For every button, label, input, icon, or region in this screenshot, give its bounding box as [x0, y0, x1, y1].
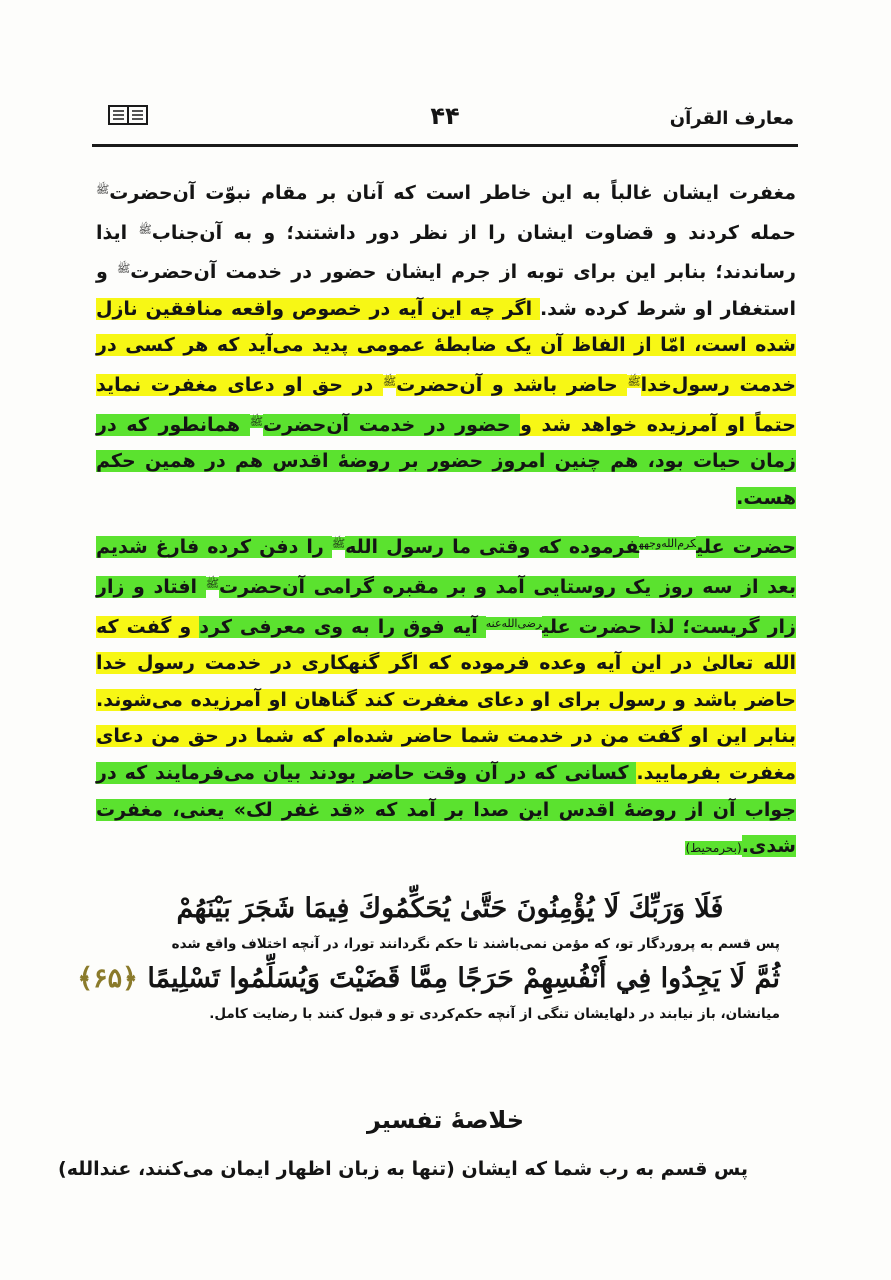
verse-line-2: ثُمَّ لَا يَجِدُوا فِي أَنْفُسِهِمْ حَرَجًا مِمَّا قَضَيْتَ وَيُسَلِّمُوا تَسْلِيمًا [147, 963, 780, 994]
quran-verse-block [77, 888, 780, 1028]
p1-highlight-green-2: همانطور که در زمان حیات بود، هم چنین امروز حضور بر روضهٔ اقدس هم در همین حکم هست. [96, 413, 796, 509]
p1-honorific-1: ﷺ [96, 183, 110, 196]
p2-honorific-2: ﷺ [331, 537, 346, 551]
p1-highlight-green-1: حضور در خدمت آن‌حضرت [263, 413, 521, 436]
p2-highlight-green-4: افتاد و زار زار گریست؛ لذا حضرت علی [96, 575, 796, 638]
p1-seg2: حمله کردند و قضاوت ایشان را از نظر دور داشتند؛ و به آن‌جناب [151, 221, 796, 244]
page-number: ۴۴ [430, 102, 460, 130]
p2-honorific-4: رضی‌الله‌عنه [485, 616, 543, 630]
p1-honorific-4: ﷺ [627, 374, 641, 388]
paragraph-1 [96, 172, 796, 516]
p2-highlight-green-1: حضرت علی [696, 536, 796, 559]
page-header [92, 96, 798, 148]
p1-highlight-yellow-3: در حق او دعای مغفرت نماید حتماً او آمرزیده خواهد شد و [96, 373, 796, 436]
verse-line-1: فَلَا وَرَبِّكَ لَا يُؤْمِنُونَ حَتَّىٰ يُحَكِّمُوكَ فِيمَا شَجَرَ بَيْنَهُمْ [176, 893, 724, 924]
p1-honorific-5: ﷺ [382, 374, 397, 388]
translation-line-2: میانشان، باز نیابند در دلهایشان تنگی از آنچه حکم‌کردی تو و قبول کنند با رضایت کامل. [209, 1006, 780, 1022]
header-divider [92, 144, 798, 147]
p1-highlight-yellow-2: حاضر باشد و آن‌حضرت [396, 373, 628, 396]
p2-highlight-green-5: آیه فوق را به وی معرفی کرد [199, 615, 486, 638]
summary-heading: خلاصهٔ تفسیر [366, 1106, 525, 1134]
p2-honorific-1: کرم‌الله‌وجهه [639, 537, 697, 551]
p1-seg3: ایذا رساندند؛ بنابر این برای توبه از جرم ایشان حضور در خدمت آن‌حضرت [96, 221, 796, 284]
p2-highlight-green-2: فرموده که وقتی ما رسول الله [345, 536, 639, 559]
p1-honorific-2: ﷺ [138, 222, 152, 236]
summary-text: پس قسم به رب شما که ایشان (تنها به زبان اظهار ایمان می‌کنند، عندالله) [58, 1158, 748, 1180]
p2-highlight-yellow-1: و گفت که الله تعالیٰ در این آیه وعده فرموده که اگر گنهکاری در خدمت رسول خدا حاضر باشد و رسول برای او دعای مغفرت کند گناهان او آمرزیده می‌شوند. بنابر این او گفت من در خدمت شما حاضر شده‌ام که شما در حق من دعای مغفرت بفرمایید. [96, 615, 796, 784]
paragraph-2 [96, 526, 796, 866]
p1-highlight-yellow-1: اگر چه این آیه در خصوص واقعه منافقین نازل شده است، امّا از الفاظ آن یک ضابطهٔ عمومی پدید می‌آید که هر کسی در خدمت رسول‌خدا [96, 297, 796, 396]
p2-highlight-green-3: را دفن کرده فارغ شدیم بعد از سه روز یک روستایی آمد و بر مقبره گرامی آن‌حضرت [96, 536, 796, 598]
p1-honorific-3: ﷺ [117, 262, 131, 276]
p1-honorific-6: ﷺ [249, 414, 263, 428]
p2-honorific-3: ﷺ [205, 576, 219, 590]
main-text [96, 172, 796, 867]
book-title: معارف القرآن [669, 108, 794, 129]
p2-source-reference: (بحرمحیط) [685, 841, 742, 856]
verse-line-2-wrapper [77, 958, 780, 1000]
p1-seg4: و استغفار او شرط کرده شد. [96, 261, 796, 320]
p2-highlight-green-6: کسانی که در آن وقت حاضر بودند بیان می‌فرمایند که در جواب آن از روضهٔ اقدس این صدا بر آمد که «قد غفر لک» یعنی، مغفرت شدی. [96, 761, 796, 858]
translation-line-1: پس قسم به پروردگار تو، که مؤمن نمی‌باشند تا حکم نگردانند تورا، در آنچه اختلاف واقع شده [171, 936, 780, 952]
p1-seg1: مغفرت ایشان غالباً به این خاطر است که آنان بر مقام نبوّت آن‌حضرت [109, 182, 796, 204]
ayah-number: ﴿۶۵﴾ [77, 963, 138, 994]
